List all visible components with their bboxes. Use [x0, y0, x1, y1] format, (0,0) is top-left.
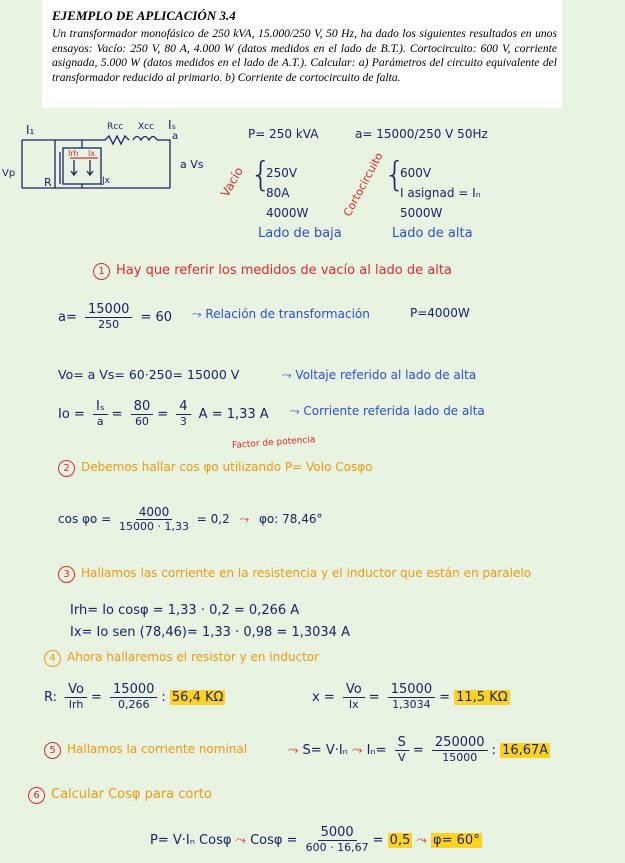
r-n1: Vo [65, 683, 87, 698]
cos-den: 15000 · 1,33 [118, 520, 189, 533]
cos-phi-result: 0,5 [389, 833, 411, 848]
ix-equation: Ix= Io sen (78,46)= 1,33 · 0,98 = 1,3034 A [70, 625, 350, 640]
step-5-text: Hallamos la corriente nominal [67, 742, 248, 756]
step-2-text: Debemos hallar cos φo utilizando P= VoIo Cosφo [81, 460, 373, 474]
step-4-number: 4 [44, 650, 61, 667]
given-ratio: a= 15000/250 V 50Hz [355, 127, 488, 141]
power-factor-note: Factor de potencia [231, 435, 316, 451]
final-lhs: P= V·Iₙ Cosφ [150, 833, 232, 848]
r-d1: Irh [68, 698, 84, 711]
final-num: 5000 [318, 826, 357, 841]
io-result: A = 1,33 A [198, 407, 269, 422]
io-n3: 4 [176, 400, 190, 415]
vacio-item-3: 4000W [266, 206, 309, 220]
x-n2: 15000 [388, 683, 435, 698]
step-6-number: 6 [28, 787, 45, 804]
r-d2: 0,266 [117, 698, 150, 711]
io-equation: Io = $\frac{\text{Iₛ}}{a}$ = $\frac{80}{60}$ = $\frac{4}{3}$ A = 1,33 A [58, 399, 269, 428]
io-d2: 60 [134, 415, 149, 428]
in-n2: 250000 [432, 736, 488, 751]
vacio-side: Lado de baja [258, 226, 342, 241]
phi-o-result: φo: 78,46° [259, 512, 323, 526]
step-1-text: Hay que referir los medidos de vacío al lado de alta [116, 263, 452, 278]
inductor-equation: x = $\frac{Vo}{Ix}$ = $\frac{15000}{1,3034}$ = 11,5 KΩ [312, 682, 508, 711]
vo-note: ⤳ Voltaje referido al lado de alta [282, 368, 477, 382]
cos-lhs: cos φo = [58, 512, 112, 526]
step-2-number: 2 [58, 460, 75, 477]
circuit-jx: Jx [102, 176, 110, 186]
step-1-number: 1 [93, 263, 110, 280]
step-4 [44, 650, 319, 667]
io-n1: Iₛ [93, 400, 108, 415]
irh-equation: Irh= Io cosφ = 1,33 · 0,2 = 0,266 A [70, 603, 300, 618]
io-lhs: Io = [58, 407, 85, 422]
step-2 [58, 460, 373, 477]
x-d2: 1,3034 [392, 698, 431, 711]
corto-item-1: 600V [400, 166, 432, 180]
circuit-ix: Ix [88, 149, 96, 158]
ratio-power: P=4000W [410, 306, 470, 320]
in-result: 16,67A [502, 743, 549, 758]
x-result: 11,5 KΩ [456, 690, 508, 705]
step-4-text: Ahora hallaremos el resistor y en inductor [67, 650, 320, 664]
given-power: P= 250 kVA [248, 127, 319, 141]
r-lhs: R: [44, 690, 58, 705]
io-d1: a [96, 415, 104, 428]
x-d1: Ix [348, 698, 359, 711]
x-lhs: x = [312, 690, 335, 705]
circuit-avs: a Vs [180, 158, 204, 171]
circuit-irh: Irh [68, 149, 79, 158]
step-1 [93, 263, 452, 280]
step-3 [58, 566, 531, 583]
circuit-rcc: Rcc [107, 122, 124, 132]
step-6 [28, 787, 212, 804]
in-lhs: Iₙ= [366, 743, 387, 758]
step-5-number: 5 [44, 742, 61, 759]
in-n1: S [395, 736, 409, 751]
circuit-is: Iₛ [168, 118, 177, 132]
ratio-result: = 60 [140, 310, 173, 325]
resistor-equation: R: $\frac{Vo}{\text{Irh}}$ = $\frac{15000}{0,266}$ : 56,4 KΩ [44, 682, 224, 711]
final-equation: P= V·Iₙ Cosφ ⤳ Cosφ = $\frac{5000}{600 \cdot 16,67}$ = 0,5 ⤳ φ= 60° [150, 825, 480, 854]
ratio-lhs: a= [58, 310, 77, 325]
problem-title: EJEMPLO DE APLICACIÓN 3.4 [52, 8, 236, 23]
cos-equation: cos φo = $\frac{4000}{15000 \cdot 1,33}$ = 0,2 ⤳ φo: 78,46° [58, 505, 323, 533]
vacio-item-1: 250V [266, 166, 298, 180]
cos-num: 4000 [136, 505, 173, 520]
r-n2: 15000 [110, 683, 157, 698]
step-3-number: 3 [58, 566, 75, 583]
circuit-xcc: Xcc [138, 122, 155, 132]
cos-result: = 0,2 [196, 512, 230, 526]
ratio-num: 15000 [85, 303, 132, 318]
step-5 [44, 742, 247, 759]
io-note: ⤳ Corriente referida lado de alta [290, 404, 485, 418]
r-result: 56,4 KΩ [171, 690, 224, 705]
circuit-vp: Vp [2, 168, 16, 179]
io-n2: 80 [131, 400, 154, 415]
circuit-a: a [172, 131, 179, 142]
x-n1: Vo [343, 683, 365, 698]
step-6-text: Calcular Cosφ para corto [51, 787, 212, 802]
final-den: 600 · 16,67 [305, 841, 369, 854]
ratio-note: ⤳ Relación de transformación [192, 307, 370, 321]
ratio-den: 250 [98, 318, 120, 331]
in-d2: 15000 [442, 751, 478, 764]
vacio-item-2: 80A [266, 186, 290, 200]
io-d3: 3 [179, 415, 187, 428]
corto-brace: { [384, 155, 406, 195]
circuit-r: R [44, 176, 52, 189]
cos-phi-lhs: Cosφ = [250, 833, 298, 848]
step-3-text: Hallamos las corriente en la resistencia y el inductor que están en paralelo [81, 566, 532, 580]
nominal-current-equation: ⤳ S= V·Iₙ ⤳ Iₙ= $\frac{S}{V}$ = $\frac{250000}{15000}$ : 16,67A [288, 735, 549, 764]
corto-side: Lado de alta [392, 226, 473, 241]
vo-equation: Vo= a Vs= 60·250= 15000 V [58, 367, 240, 382]
problem-text: Un transformador monofásico de 250 kVA, 15.000/250 V, 50 Hz, ha dado los siguientes resultados en unos ensayos: Vacío: 250 V, 80 A, 4.000 W (datos medidos en el lado de B.T.). Cortocircuito: 600 V, corriente asignada, 5.000 W (datos medidos en el lado de A.T.). Calcular: a) Parámetros del circuito equivalente del transformador reducido al primario. b) Corriente de cortocircuito de falta. [52, 27, 557, 84]
corto-item-3: 5000W [400, 206, 443, 220]
corto-label: Cortocircuito [340, 150, 386, 219]
s-equation: S= V·Iₙ [302, 743, 348, 758]
phi-result: φ= 60° [433, 833, 480, 848]
circuit-i1: I₁ [26, 123, 35, 137]
corto-item-2: I asignad = Iₙ [400, 186, 481, 200]
vacio-brace: { [250, 155, 272, 195]
in-d1: V [397, 751, 406, 764]
vacio-label: Vacío [217, 164, 246, 200]
ratio-equation [58, 303, 172, 332]
